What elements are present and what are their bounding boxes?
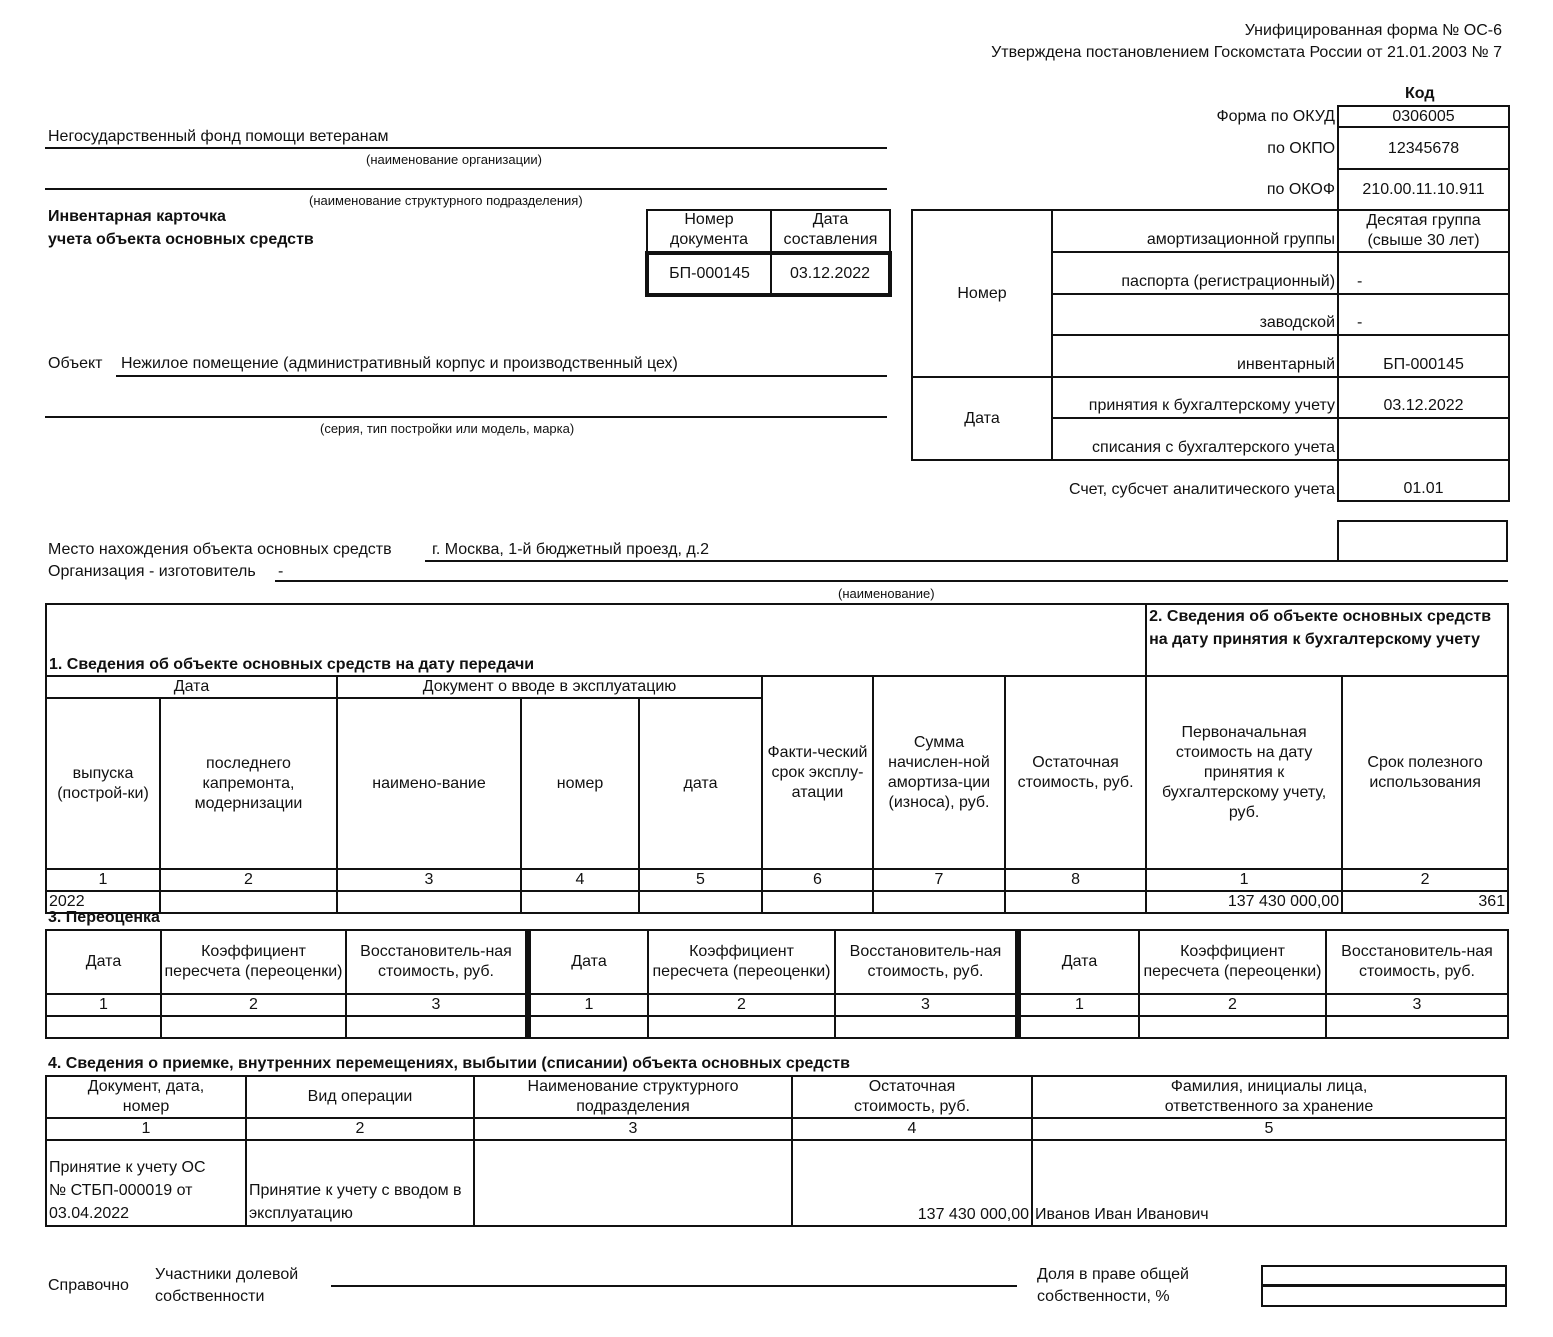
- reval-cost-header: Восстановитель-ная стоимость, руб.: [1326, 930, 1508, 994]
- card-title-line1: Инвентарная карточка: [48, 208, 226, 225]
- share-box-2: [1261, 1285, 1507, 1307]
- cell: [337, 891, 521, 913]
- table-row: [46, 891, 1508, 913]
- cell-responsible: Иванов Иван Иванович: [1032, 1140, 1506, 1226]
- col-num: 3: [337, 869, 521, 891]
- writeoff-label: списания с бухгалтерского учета: [1052, 418, 1338, 460]
- section-3-title: 3. Переоценка: [48, 909, 160, 926]
- cell-document: Принятие к учету ОС № СТБП-000019 от 03.04.2022: [46, 1140, 246, 1226]
- doc-date-h2: составления: [783, 231, 878, 248]
- col-num: 1: [46, 869, 160, 891]
- unit-line: [45, 188, 887, 190]
- participants-label: Участники долевой собственности: [155, 1266, 299, 1305]
- okud-label: Форма по ОКУД: [1216, 107, 1336, 125]
- doc-date: 03.12.2022: [771, 253, 890, 295]
- maker-value: -: [278, 563, 284, 580]
- codes-table: [911, 105, 1510, 502]
- cell-initial-cost: 137 430 000,00: [1146, 891, 1342, 913]
- doc-date-header: [771, 210, 890, 253]
- doc-number-h2: документа: [669, 231, 748, 248]
- reval-date-header: Дата: [1018, 930, 1139, 994]
- reval-coef-header: Коэффициент пересчета (переоценки): [648, 930, 835, 994]
- card-title-line2: учета объекта основных средств: [48, 231, 314, 248]
- cell-operation: Принятие к учету с вводом в эксплуатацию: [246, 1140, 474, 1226]
- amort-group-line1: Десятая группа: [1366, 212, 1481, 229]
- org-name: Негосударственный фонд помощи ветеранам: [48, 128, 389, 145]
- col-num: 2: [648, 994, 835, 1016]
- col-num: 1: [1146, 869, 1342, 891]
- col-num: 7: [873, 869, 1005, 891]
- account-label: Счет, субсчет аналитического учета: [912, 460, 1338, 501]
- okud-code: 0306005: [1338, 106, 1509, 127]
- participants-line: [331, 1285, 1017, 1287]
- object-caption: (серия, тип постройки или модель, марка): [320, 421, 575, 436]
- col-1-header: выпуска (построй-ки): [46, 698, 160, 869]
- accept-date: 03.12.2022: [1338, 377, 1509, 418]
- cell: [762, 891, 873, 913]
- doc-header: Документ, дата, номер: [46, 1076, 246, 1118]
- col-num: 2: [1342, 869, 1508, 891]
- col-2-header: последнего капремонта, модернизации: [160, 698, 337, 869]
- cell: [1005, 891, 1146, 913]
- reval-coef-header: Коэффициент пересчета (переоценки): [161, 930, 346, 994]
- section-2-title: 2. Сведения об объекте основных средств на дату принятия к бухгалтерскому учету: [1146, 604, 1508, 676]
- factory-number: -: [1338, 294, 1509, 335]
- residual-header: Остаточная стоимость, руб.: [792, 1076, 1032, 1118]
- okof-label: по ОКОФ: [1266, 180, 1336, 198]
- s2-col-2-header: Срок полезного использования: [1342, 676, 1508, 869]
- location-line: [425, 560, 1337, 562]
- amort-group-line2: (свыше 30 лет): [1367, 232, 1480, 249]
- col-num: 3: [1326, 994, 1508, 1016]
- date-group-header: Дата: [46, 676, 337, 698]
- cell: [46, 1016, 161, 1038]
- col-num: 1: [46, 1118, 246, 1140]
- code-title: Код: [1405, 85, 1435, 102]
- cell: [1326, 1016, 1508, 1038]
- form-name: Унифицированная форма № ОС-6: [1244, 22, 1502, 39]
- reference-label: Справочно: [48, 1277, 129, 1294]
- doc-group-header: Документ о вводе в эксплуатацию: [337, 676, 762, 698]
- passport-label: паспорта (регистрационный): [1052, 252, 1338, 294]
- cell: [528, 1016, 648, 1038]
- date-label: Дата: [912, 377, 1052, 460]
- cell: [161, 1016, 346, 1038]
- unit-header: Наименование структурного подразделения: [474, 1076, 792, 1118]
- col-num: 4: [792, 1118, 1032, 1140]
- doc-number-h1: Номер: [684, 211, 734, 228]
- col-5-header: дата: [639, 698, 762, 869]
- cell: [639, 891, 762, 913]
- cell: [346, 1016, 528, 1038]
- org-name-line: [45, 147, 887, 149]
- maker-line: [275, 580, 1508, 582]
- s2-col-1-header: Первоначальная стоимость на дату принятия к бухгалтерскому учету, руб.: [1146, 676, 1342, 869]
- cell: [160, 891, 337, 913]
- doc-date-h1: Дата: [812, 211, 849, 228]
- cell: [873, 891, 1005, 913]
- cell: [648, 1016, 835, 1038]
- cell: [1018, 1016, 1139, 1038]
- col-8-header: Остаточная стоимость, руб.: [1005, 676, 1146, 869]
- col-3-header: наимено-вание: [337, 698, 521, 869]
- col-4-header: номер: [521, 698, 639, 869]
- cell: [835, 1016, 1018, 1038]
- unit-caption: (наименование структурного подразделения): [309, 193, 583, 208]
- inventory-number: БП-000145: [1338, 335, 1509, 377]
- okpo-code: 12345678: [1338, 127, 1509, 169]
- account-code: 01.01: [1338, 460, 1509, 501]
- doc-number: БП-000145: [647, 253, 771, 295]
- col-num: 1: [46, 994, 161, 1016]
- object-value: Нежилое помещение (административный корпус и производственный цех): [121, 355, 678, 372]
- cell-useful-life: 361: [1342, 891, 1508, 913]
- reval-date-header: Дата: [528, 930, 648, 994]
- col-num: 2: [160, 869, 337, 891]
- section-4-title: 4. Сведения о приемке, внутренних перемещениях, выбытии (списании) объекта основных средств: [48, 1055, 850, 1072]
- okof-code: 210.00.11.10.911: [1338, 169, 1509, 210]
- reval-cost-header: Восстановитель-ная стоимость, руб.: [346, 930, 528, 994]
- doc-number-header: [647, 210, 771, 253]
- section-1-2-table: [45, 603, 1509, 914]
- reval-coef-header: Коэффициент пересчета (переоценки): [1139, 930, 1326, 994]
- object-label: Объект: [48, 355, 103, 372]
- maker-caption: (наименование): [838, 586, 935, 601]
- amort-label: амортизационной группы: [1052, 210, 1338, 252]
- extra-code-box: [1337, 520, 1508, 562]
- cell: [521, 891, 639, 913]
- doc-table: [645, 209, 892, 297]
- col-num: 4: [521, 869, 639, 891]
- col-num: 3: [346, 994, 528, 1016]
- location-label: Место нахождения объекта основных средств: [48, 541, 392, 558]
- share-label: Доля в праве общей собственности, %: [1037, 1266, 1189, 1305]
- col-num: 2: [161, 994, 346, 1016]
- form-approval: Утверждена постановлением Госкомстата России от 21.01.2003 № 7: [991, 44, 1502, 61]
- writeoff-date: [1338, 418, 1509, 460]
- cell: [1139, 1016, 1326, 1038]
- table-row: [46, 1016, 1508, 1038]
- col-num: 6: [762, 869, 873, 891]
- responsible-header: Фамилия, инициалы лица, ответственного за хранение: [1032, 1076, 1506, 1118]
- inventory-label: инвентарный: [1052, 335, 1338, 377]
- object-line-2: [45, 416, 887, 418]
- revaluation-table: [45, 929, 1509, 1039]
- share-box-1: [1261, 1265, 1507, 1286]
- section-1-title: 1. Сведения об объекте основных средств на дату передачи: [46, 604, 1146, 676]
- col-num: 3: [835, 994, 1018, 1016]
- reval-date-header: Дата: [46, 930, 161, 994]
- movements-table: [45, 1075, 1507, 1227]
- maker-label: Организация - изготовитель: [48, 563, 256, 580]
- col-6-header: Факти-ческий срок эксплу-атации: [762, 676, 873, 869]
- org-name-caption: (наименование организации): [366, 152, 542, 167]
- cell-release-year: 2022: [46, 891, 160, 913]
- col-num: 2: [1139, 994, 1326, 1016]
- col-num: 5: [1032, 1118, 1506, 1140]
- col-7-header: Сумма начислен-ной амортиза-ции (износа), руб.: [873, 676, 1005, 869]
- operation-header: Вид операции: [246, 1076, 474, 1118]
- col-num: 1: [1018, 994, 1139, 1016]
- factory-label: заводской: [1052, 294, 1338, 335]
- col-num: 1: [528, 994, 648, 1016]
- col-num: 3: [474, 1118, 792, 1140]
- object-line: [116, 375, 887, 377]
- number-label: Номер: [912, 210, 1052, 377]
- table-row: [46, 1140, 1506, 1226]
- passport-number: -: [1338, 252, 1509, 294]
- location-value: г. Москва, 1-й бюджетный проезд, д.2: [432, 541, 710, 558]
- col-num: 8: [1005, 869, 1146, 891]
- cell-unit: [474, 1140, 792, 1226]
- reval-cost-header: Восстановитель-ная стоимость, руб.: [835, 930, 1018, 994]
- col-num: 2: [246, 1118, 474, 1140]
- amort-group: [1338, 210, 1509, 252]
- accept-label: принятия к бухгалтерскому учету: [1052, 377, 1338, 418]
- okpo-label: по ОКПО: [1267, 139, 1336, 157]
- col-num: 5: [639, 869, 762, 891]
- cell-residual-cost: 137 430 000,00: [792, 1140, 1032, 1226]
